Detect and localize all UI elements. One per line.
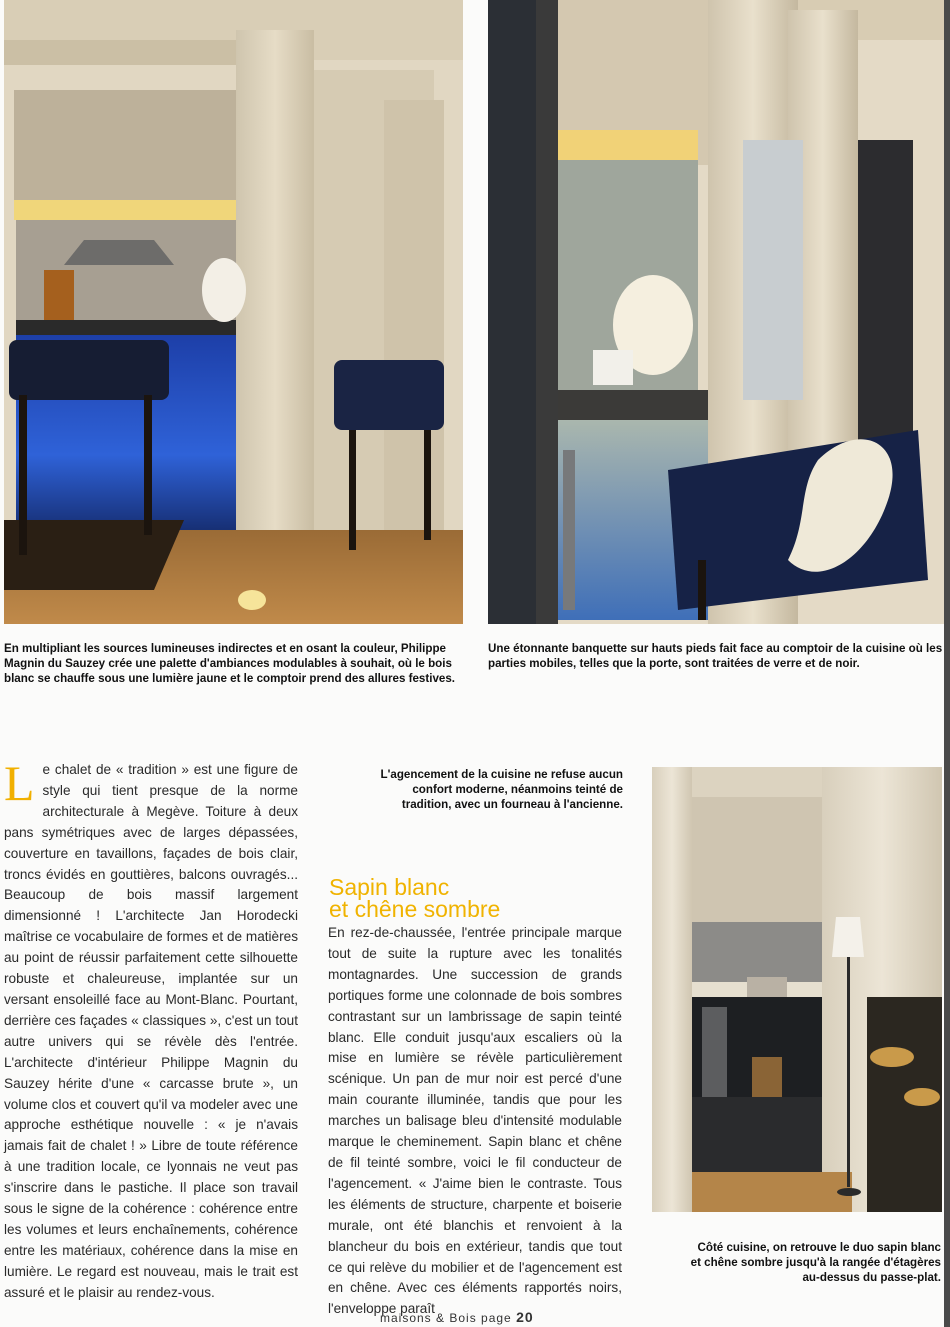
drop-cap: L bbox=[4, 755, 35, 811]
page-footer bbox=[380, 1309, 534, 1325]
section-title bbox=[329, 876, 500, 920]
photo-kitchen-counter bbox=[4, 0, 463, 624]
article-column-2: En rez-de-chaussée, l'entrée principale marque tout de suite la rupture avec les tonalités montagnardes. Une succession de grands portiques forme une colonnade de bois sombres contrastant sur un lambrissage de sapin teinté blanc. Elle conduit jusqu'aux escaliers où la mise en lumière se révèle particulièrement scénique. Un pan de mur noir est percé d'une main courante illuminée, tandis que pour les marches un balisage bleu d'intensité modulable marque le cheminement. Sapin blanc et chêne de fil teinté sombre, voici le fil conducteur de l'agencement. « J'aime bien le contraste. Tous les éléments de structure, charpente et boiserie murale, ont été blanchis et renvoient à la blancheur du bois en extérieur, tandis que tout ce qui relève du mobilier et de l'agencement est en chêne. Avec ces éléments rapportés noirs, l'enveloppe paraît bbox=[328, 925, 622, 1317]
section-title-line-1: Sapin blanc bbox=[329, 874, 450, 900]
article-intro-text: e chalet de « tradition » est une figure de style qui tient presque de la norme architecturale à Megève. Toiture à deux pans symétriques avec de larges dépassées, couverture en tavaillons, façades de bois clair, troncs évidés en gouttières, balcons ouvragés... Beaucoup de bois massif largement dimensionné ! L'architecte Jan Horodecki maîtrise ce vocabulaire de formes et de matières au point de réussir parfaitement cette silhouette robuste et chaleureuse, implantée sur un versant ensoleillé face au Mont-Blanc. Pourtant, derrière ces façades « classiques », c'est un tout autre univers qui se révèle dès l'entrée. L'architecte d'intérieur Philippe Magnin du Sauzey hérite d'une « carcasse brute », un volume clos et couvert qu'il va modeler avec une approche esthétique nouvelle : « je n'avais jamais fait de chalet ! » Libre de toute référence à une tradition locale, ce lyonnais ne veut pas s'inscrire dans le pastiche. Il place son travail sous le signe de la cohérence : cohérence entre les volumes et leurs enchaînements, cohérence entre les matériaux, cohérence dans la mise en lumière. Le regard est nouveau, mais le trait est assuré et le plaisir au rendez-vous. bbox=[4, 762, 298, 1300]
pull-quote: L'agencement de la cuisine ne refuse aucun confort moderne, néanmoins teinté de tradition, avec un fourneau à l'ancienne. bbox=[380, 768, 623, 811]
photo-banquette bbox=[488, 0, 946, 624]
section-title-line-2: et chêne sombre bbox=[329, 896, 501, 922]
photo-caption-kitchen-counter: En multipliant les sources lumineuses indirectes et en osant la couleur, Philippe Magnin du Sauzey crée une palette d'ambiances modulables à souhait, où le bois blanc se chauffe sous une lumière jaune et le comptoir prend des allures festives. bbox=[4, 642, 456, 686]
magazine-name: maisons & Bois page bbox=[380, 1311, 512, 1325]
article-column-1 bbox=[4, 755, 298, 1304]
photo-caption-kitchen-passage: Côté cuisine, on retrouve le duo sapin blanc et chêne sombre jusqu'à la rangée d'étagères au-dessus du passe-plat. bbox=[690, 1241, 941, 1285]
photo-caption-banquette: Une étonnante banquette sur hauts pieds fait face au comptoir de la cuisine où les parties mobiles, telles que la porte, sont traitées de verre et de noir. bbox=[488, 642, 943, 671]
page-edge bbox=[944, 0, 950, 1327]
photo-kitchen-passage bbox=[652, 767, 942, 1212]
page-number: 20 bbox=[516, 1309, 534, 1325]
